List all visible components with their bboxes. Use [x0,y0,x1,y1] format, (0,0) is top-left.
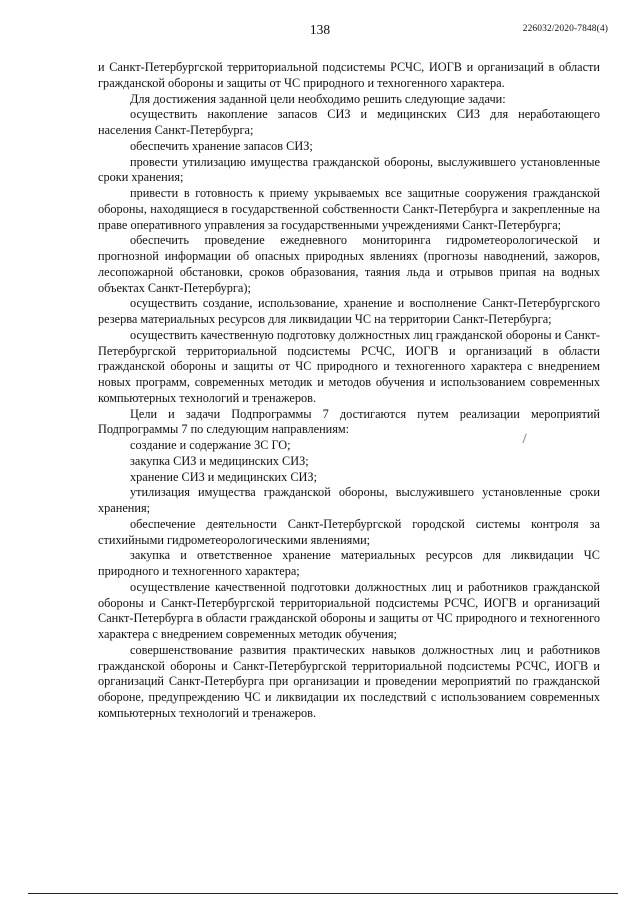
bottom-divider [28,893,618,894]
document-code: 226032/2020-7848(4) [522,24,608,34]
task-item: осуществить создание, использование, хранение и восполнение Санкт-Петербургского резерва материальных ресурсов для ликвидации ЧС на территории Санкт-Петербурга; [98,296,600,326]
direction-item: хранение СИЗ и медицинских СИЗ; [130,469,318,484]
direction-item: совершенствование развития практических навыков должностных лиц и работников гражданской обороны и Санкт-Петербургской территориальной подсистемы РСЧС, ИОГВ и организаций Санкт-Петербурга при организации и проведении мероприятий по гражданской обороне, предупреждению ЧС и ликвидации их последствий с использованием современных компьютерных технологий и тренажеров. [98,642,600,720]
direction-item: создание и содержание ЗС ГО; [130,438,291,452]
paragraph: и Санкт-Петербургской территориальной подсистемы РСЧС, ИОГВ и организаций в области гражданской обороны и защиты от ЧС природного и техногенного характера. [98,60,600,90]
task-item: провести утилизацию имущества гражданской обороны, выслужившего установленные сроки хранения; [98,154,600,185]
task-item: осуществить накопление запасов СИЗ и медицинских СИЗ для неработающего населения Санкт-Петербурга; [98,107,600,137]
direction-item: утилизация имущества гражданской обороны, выслужившего установленные сроки хранения; [98,485,600,515]
task-item: обеспечить проведение ежедневного мониторинга гидрометеорологической и прогнозной информации об опасных природных явлениях (прогнозы наводнений, зажоров, лесопожарной обстановки, сроков образования, таяния льда и отрывов припая на водных объектах Санкт-Петербурга); [98,233,600,295]
paragraph: Для достижения заданной цели необходимо решить следующие задачи: [130,91,506,106]
task-item: осуществить качественную подготовку должностных лиц гражданской обороны и Санкт-Петербургской территориальной подсистемы РСЧС, ИОГВ и организаций в области гражданской обороны и защиты от ЧС природного и техногенного характера с внедрением новых программ, современных методик и методов обучения и использованием современных компьютерных технологий и тренажеров. [98,327,600,405]
page-number: 138 [309,22,331,37]
task-item: привести в готовность к приему укрываемых все защитные сооружения гражданской обороны, находящиеся в государственной собственности Санкт-Петербурга и закрепленные на праве оперативного управления за государственными учреждениями Санкт-Петербурга; [98,186,600,232]
paragraph: Цели и задачи Подпрограммы 7 достигаются путем реализации мероприятий Подпрограммы 7 по следующим направлениям: [98,406,600,437]
task-item: обеспечить хранение запасов СИЗ; [130,138,313,153]
direction-item: закупка и ответственное хранение материальных ресурсов для ликвидации ЧС природного и техногенного характера; [98,548,600,578]
direction-item: осуществление качественной подготовки должностных лиц и работников гражданской обороны и Санкт-Петербургской территориальной подсистемы РСЧС, ИОГВ и организаций Санкт-Петербурга в области гражданской обороны и защиты от ЧС природного и техногенного характера с внедрением современных методик обучения; [98,579,600,641]
direction-item: закупка СИЗ и медицинских СИЗ; [130,453,309,468]
document-body [98,60,600,722]
direction-item: обеспечение деятельности Санкт-Петербургской городской системы контроля за стихийными гидрометеорологическими явлениями; [98,516,600,547]
